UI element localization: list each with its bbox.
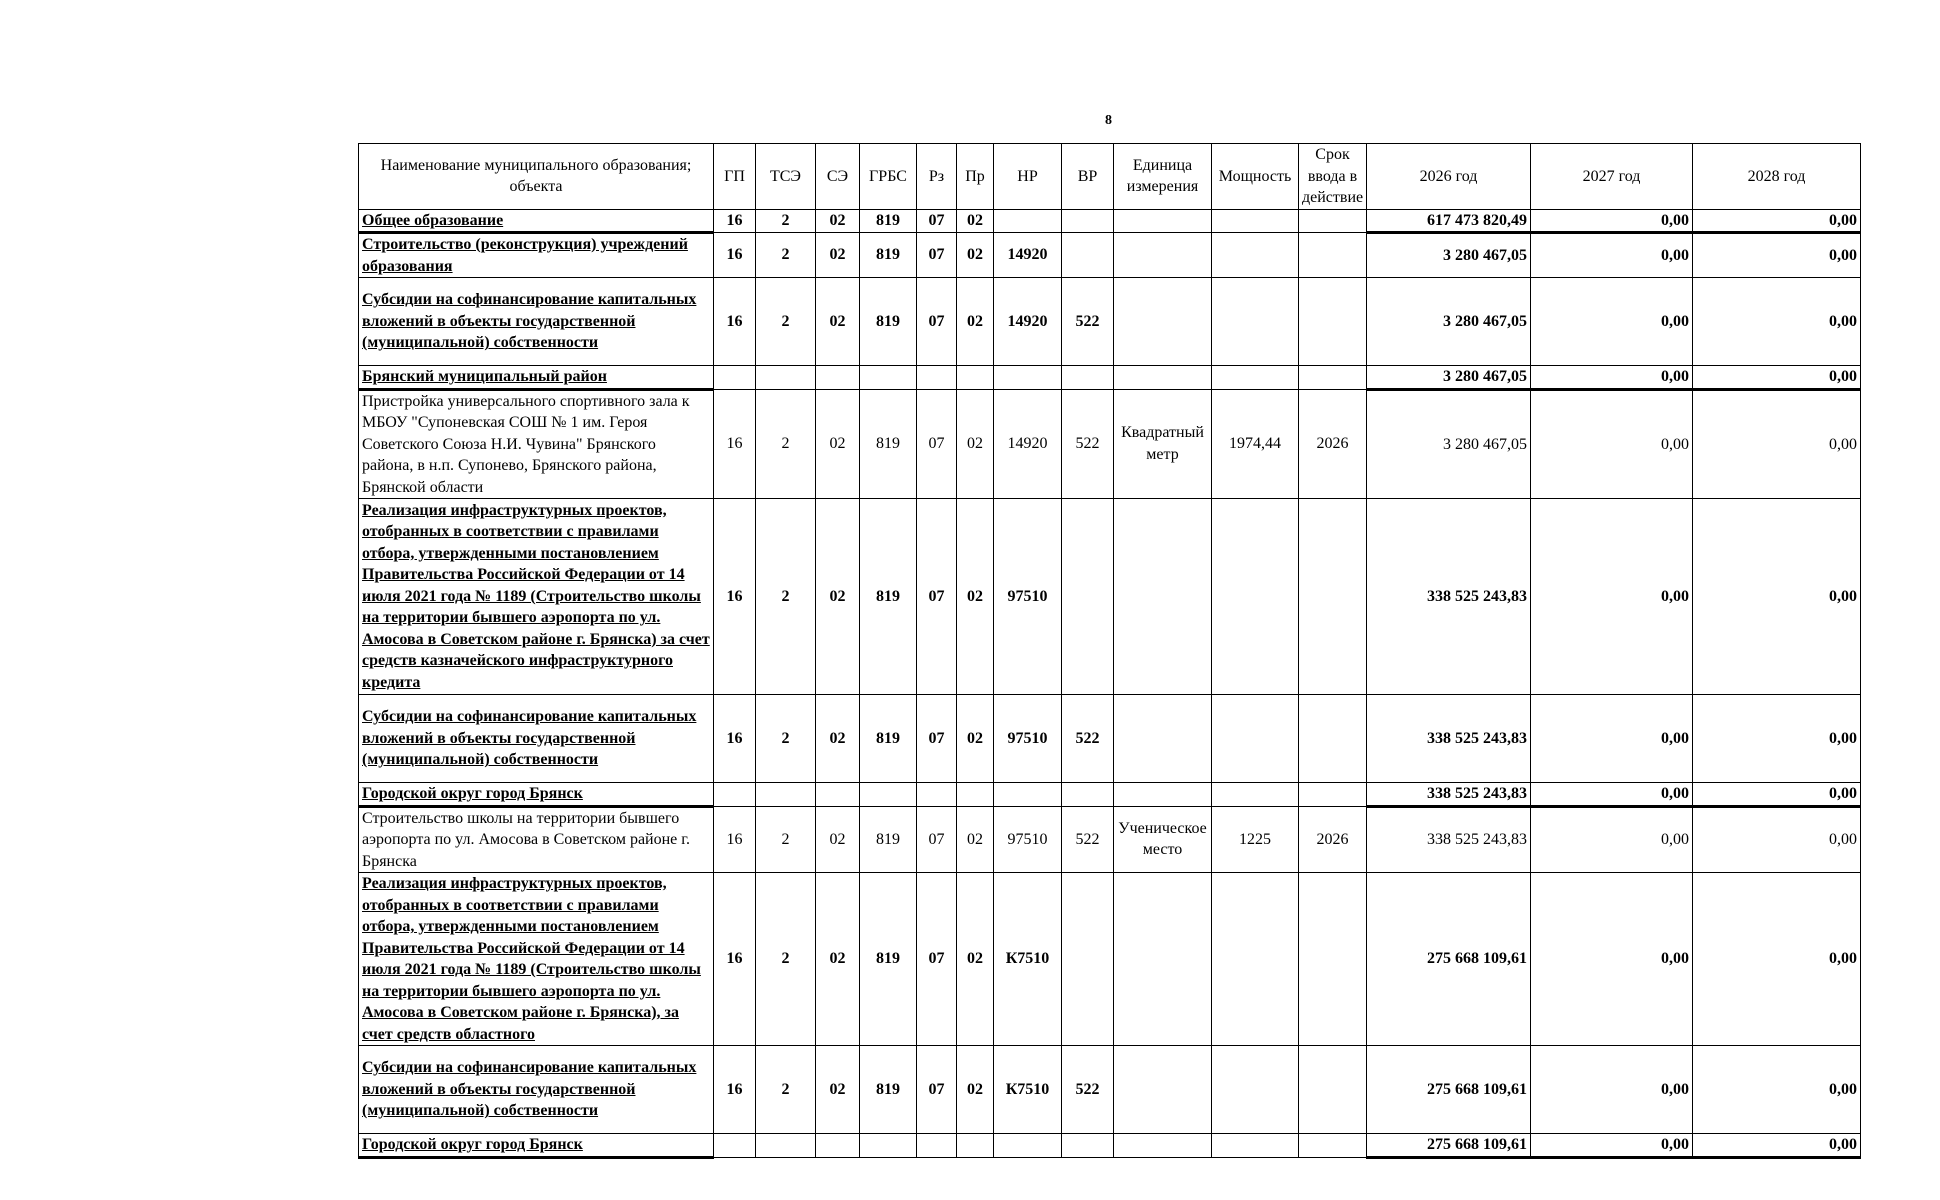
cell-pr: 02 (957, 806, 994, 873)
cell-pr (957, 783, 994, 807)
cell-term: 2026 (1299, 389, 1367, 499)
cell-2027: 0,00 (1531, 499, 1693, 695)
table-row (359, 1134, 1861, 1158)
cell-se: 02 (816, 695, 860, 783)
cell-gp (714, 1134, 756, 1158)
cell-pr: 02 (957, 499, 994, 695)
cell-2026: 338 525 243,83 (1367, 806, 1531, 873)
cell-capacity (1212, 209, 1299, 233)
cell-2027: 0,00 (1531, 783, 1693, 807)
cell-capacity: 1225 (1212, 806, 1299, 873)
cell-capacity (1212, 233, 1299, 278)
cell-grbs (860, 366, 917, 390)
cell-capacity (1212, 1134, 1299, 1158)
header-gp: ГП (714, 144, 756, 210)
cell-name: Субсидии на софинансирование капитальных вложений в объекты государственной (муниципальной) собственности (359, 1046, 714, 1134)
cell-2028: 0,00 (1693, 783, 1861, 807)
cell-gp: 16 (714, 499, 756, 695)
cell-term (1299, 873, 1367, 1046)
cell-2028: 0,00 (1693, 209, 1861, 233)
header-2028: 2028 год (1693, 144, 1861, 210)
cell-pr: 02 (957, 1046, 994, 1134)
cell-tse: 2 (756, 209, 816, 233)
cell-nr: 97510 (994, 806, 1062, 873)
cell-gp: 16 (714, 209, 756, 233)
table-row (359, 695, 1861, 783)
cell-pr (957, 366, 994, 390)
cell-2027: 0,00 (1531, 209, 1693, 233)
cell-gp: 16 (714, 1046, 756, 1134)
cell-2028: 0,00 (1693, 1134, 1861, 1158)
cell-pr: 02 (957, 389, 994, 499)
cell-2027: 0,00 (1531, 1046, 1693, 1134)
cell-2027: 0,00 (1531, 389, 1693, 499)
cell-name: Строительство (реконструкция) учреждений образования (359, 233, 714, 278)
cell-2027: 0,00 (1531, 695, 1693, 783)
cell-nr (994, 1134, 1062, 1158)
cell-pr: 02 (957, 873, 994, 1046)
cell-2026: 275 668 109,61 (1367, 1046, 1531, 1134)
cell-vr: 522 (1062, 1046, 1114, 1134)
cell-2026: 338 525 243,83 (1367, 695, 1531, 783)
cell-grbs: 819 (860, 873, 917, 1046)
cell-rz: 07 (917, 873, 957, 1046)
cell-term (1299, 233, 1367, 278)
header-nr: НР (994, 144, 1062, 210)
cell-name: Субсидии на софинансирование капитальных вложений в объекты государственной (муниципальной) собственности (359, 278, 714, 366)
cell-capacity (1212, 783, 1299, 807)
cell-capacity (1212, 499, 1299, 695)
cell-term (1299, 366, 1367, 390)
cell-tse: 2 (756, 806, 816, 873)
cell-2026: 275 668 109,61 (1367, 1134, 1531, 1158)
cell-2027: 0,00 (1531, 233, 1693, 278)
cell-term (1299, 499, 1367, 695)
header-term: Срок ввода в действие (1299, 144, 1367, 210)
header-2027: 2027 год (1531, 144, 1693, 210)
cell-name: Реализация инфраструктурных проектов, отобранных в соответствии с правилами отбора, утвержденными постановлением Правительства Российской Федерации от 14 июля 2021 года № 1189 (Строительство школы на территории бывшего аэропорта по ул. Амосова в Советском районе г. Брянска) за счет средств казначейского инфраструктурного кредита (359, 499, 714, 695)
header-grbs: ГРБС (860, 144, 917, 210)
cell-2028: 0,00 (1693, 233, 1861, 278)
cell-name: Строительство школы на территории бывшего аэропорта по ул. Амосова в Советском районе г. Брянска (359, 806, 714, 873)
cell-2027: 0,00 (1531, 806, 1693, 873)
cell-rz: 07 (917, 389, 957, 499)
cell-grbs: 819 (860, 1046, 917, 1134)
cell-gp: 16 (714, 389, 756, 499)
cell-capacity (1212, 1046, 1299, 1134)
table-row (359, 209, 1861, 233)
cell-se: 02 (816, 499, 860, 695)
cell-se: 02 (816, 233, 860, 278)
cell-nr: 14920 (994, 278, 1062, 366)
cell-unit (1114, 499, 1212, 695)
cell-pr: 02 (957, 233, 994, 278)
cell-rz: 07 (917, 1046, 957, 1134)
cell-2027: 0,00 (1531, 278, 1693, 366)
cell-nr: 14920 (994, 389, 1062, 499)
cell-2026: 3 280 467,05 (1367, 366, 1531, 390)
cell-se: 02 (816, 278, 860, 366)
cell-vr (1062, 499, 1114, 695)
cell-2026: 617 473 820,49 (1367, 209, 1531, 233)
header-capacity: Мощность (1212, 144, 1299, 210)
table-header-row (359, 144, 1861, 210)
cell-vr (1062, 1134, 1114, 1158)
cell-name: Общее образование (359, 209, 714, 233)
header-tse: ТСЭ (756, 144, 816, 210)
cell-rz: 07 (917, 499, 957, 695)
header-name: Наименование муниципального образования; объекта (359, 144, 714, 210)
table-row (359, 1046, 1861, 1134)
table-row (359, 278, 1861, 366)
cell-grbs: 819 (860, 695, 917, 783)
cell-2026: 338 525 243,83 (1367, 499, 1531, 695)
cell-2028: 0,00 (1693, 366, 1861, 390)
cell-tse: 2 (756, 695, 816, 783)
table-row (359, 806, 1861, 873)
cell-nr (994, 366, 1062, 390)
cell-unit: Ученическое место (1114, 806, 1212, 873)
cell-tse: 2 (756, 278, 816, 366)
cell-unit (1114, 1046, 1212, 1134)
cell-nr (994, 783, 1062, 807)
cell-tse (756, 783, 816, 807)
cell-se (816, 1134, 860, 1158)
cell-term (1299, 1134, 1367, 1158)
cell-rz: 07 (917, 233, 957, 278)
cell-unit (1114, 278, 1212, 366)
cell-nr: К7510 (994, 873, 1062, 1046)
cell-grbs (860, 1134, 917, 1158)
budget-table (358, 143, 1861, 1159)
header-vr: ВР (1062, 144, 1114, 210)
cell-2027: 0,00 (1531, 873, 1693, 1046)
cell-name: Субсидии на софинансирование капитальных вложений в объекты государственной (муниципальной) собственности (359, 695, 714, 783)
cell-vr: 522 (1062, 278, 1114, 366)
cell-term: 2026 (1299, 806, 1367, 873)
cell-nr: 97510 (994, 499, 1062, 695)
cell-grbs: 819 (860, 806, 917, 873)
cell-term (1299, 278, 1367, 366)
cell-nr: 97510 (994, 695, 1062, 783)
cell-unit (1114, 209, 1212, 233)
cell-grbs: 819 (860, 233, 917, 278)
table-body (359, 209, 1861, 1157)
cell-name: Брянский муниципальный район (359, 366, 714, 390)
cell-grbs (860, 783, 917, 807)
cell-2026: 3 280 467,05 (1367, 278, 1531, 366)
cell-2028: 0,00 (1693, 389, 1861, 499)
cell-2028: 0,00 (1693, 499, 1861, 695)
cell-gp: 16 (714, 233, 756, 278)
cell-capacity (1212, 695, 1299, 783)
cell-rz (917, 1134, 957, 1158)
cell-rz (917, 783, 957, 807)
cell-vr (1062, 233, 1114, 278)
cell-2027: 0,00 (1531, 1134, 1693, 1158)
cell-2027: 0,00 (1531, 366, 1693, 390)
cell-name: Реализация инфраструктурных проектов, отобранных в соответствии с правилами отбора, утвержденными постановлением Правительства Российской Федерации от 14 июля 2021 года № 1189 (Строительство школы на территории бывшего аэропорта по ул. Амосова в Советском районе г. Брянска), за счет средств областного (359, 873, 714, 1046)
cell-rz: 07 (917, 209, 957, 233)
cell-gp: 16 (714, 806, 756, 873)
cell-se: 02 (816, 389, 860, 499)
cell-unit (1114, 873, 1212, 1046)
cell-tse: 2 (756, 873, 816, 1046)
cell-vr: 522 (1062, 806, 1114, 873)
cell-se (816, 366, 860, 390)
cell-gp (714, 783, 756, 807)
cell-tse: 2 (756, 1046, 816, 1134)
cell-2026: 275 668 109,61 (1367, 873, 1531, 1046)
cell-grbs: 819 (860, 389, 917, 499)
cell-2026: 3 280 467,05 (1367, 233, 1531, 278)
cell-rz: 07 (917, 278, 957, 366)
cell-unit (1114, 695, 1212, 783)
cell-pr (957, 1134, 994, 1158)
header-2026: 2026 год (1367, 144, 1531, 210)
cell-capacity (1212, 366, 1299, 390)
page-number: 8 (1105, 113, 1112, 128)
cell-name: Пристройка универсального спортивного зала к МБОУ "Супоневская СОШ № 1 им. Героя Советского Союза Н.И. Чувина" Брянского района, в н.п. Супонево, Брянского района, Брянской области (359, 389, 714, 499)
cell-gp: 16 (714, 695, 756, 783)
cell-unit (1114, 1134, 1212, 1158)
cell-grbs: 819 (860, 278, 917, 366)
cell-2028: 0,00 (1693, 873, 1861, 1046)
cell-pr: 02 (957, 695, 994, 783)
cell-capacity: 1974,44 (1212, 389, 1299, 499)
cell-vr (1062, 783, 1114, 807)
cell-term (1299, 209, 1367, 233)
cell-pr: 02 (957, 278, 994, 366)
cell-grbs: 819 (860, 499, 917, 695)
cell-grbs: 819 (860, 209, 917, 233)
cell-se: 02 (816, 209, 860, 233)
cell-unit (1114, 783, 1212, 807)
cell-se: 02 (816, 1046, 860, 1134)
cell-2026: 3 280 467,05 (1367, 389, 1531, 499)
cell-rz (917, 366, 957, 390)
cell-2026: 338 525 243,83 (1367, 783, 1531, 807)
cell-rz: 07 (917, 695, 957, 783)
cell-nr: К7510 (994, 1046, 1062, 1134)
cell-vr: 522 (1062, 389, 1114, 499)
cell-unit: Квадратный метр (1114, 389, 1212, 499)
cell-tse: 2 (756, 499, 816, 695)
cell-nr (994, 209, 1062, 233)
cell-nr: 14920 (994, 233, 1062, 278)
table-row (359, 499, 1861, 695)
cell-pr: 02 (957, 209, 994, 233)
cell-gp (714, 366, 756, 390)
cell-unit (1114, 233, 1212, 278)
table-row (359, 873, 1861, 1046)
table-row (359, 366, 1861, 390)
table-row (359, 233, 1861, 278)
cell-name: Городской округ город Брянск (359, 1134, 714, 1158)
cell-tse: 2 (756, 389, 816, 499)
cell-se (816, 783, 860, 807)
cell-capacity (1212, 873, 1299, 1046)
table-row (359, 783, 1861, 807)
cell-term (1299, 695, 1367, 783)
cell-vr (1062, 209, 1114, 233)
cell-gp: 16 (714, 873, 756, 1046)
cell-term (1299, 1046, 1367, 1134)
cell-2028: 0,00 (1693, 1046, 1861, 1134)
cell-gp: 16 (714, 278, 756, 366)
cell-vr: 522 (1062, 695, 1114, 783)
cell-se: 02 (816, 806, 860, 873)
header-unit: Единица измерения (1114, 144, 1212, 210)
cell-2028: 0,00 (1693, 806, 1861, 873)
cell-2028: 0,00 (1693, 278, 1861, 366)
cell-term (1299, 783, 1367, 807)
cell-name: Городской округ город Брянск (359, 783, 714, 807)
cell-capacity (1212, 278, 1299, 366)
cell-tse: 2 (756, 233, 816, 278)
header-se: СЭ (816, 144, 860, 210)
cell-2028: 0,00 (1693, 695, 1861, 783)
header-pr: Пр (957, 144, 994, 210)
cell-tse (756, 366, 816, 390)
table-row (359, 389, 1861, 499)
header-rz: Рз (917, 144, 957, 210)
cell-vr (1062, 873, 1114, 1046)
cell-vr (1062, 366, 1114, 390)
cell-tse (756, 1134, 816, 1158)
cell-unit (1114, 366, 1212, 390)
cell-se: 02 (816, 873, 860, 1046)
cell-rz: 07 (917, 806, 957, 873)
